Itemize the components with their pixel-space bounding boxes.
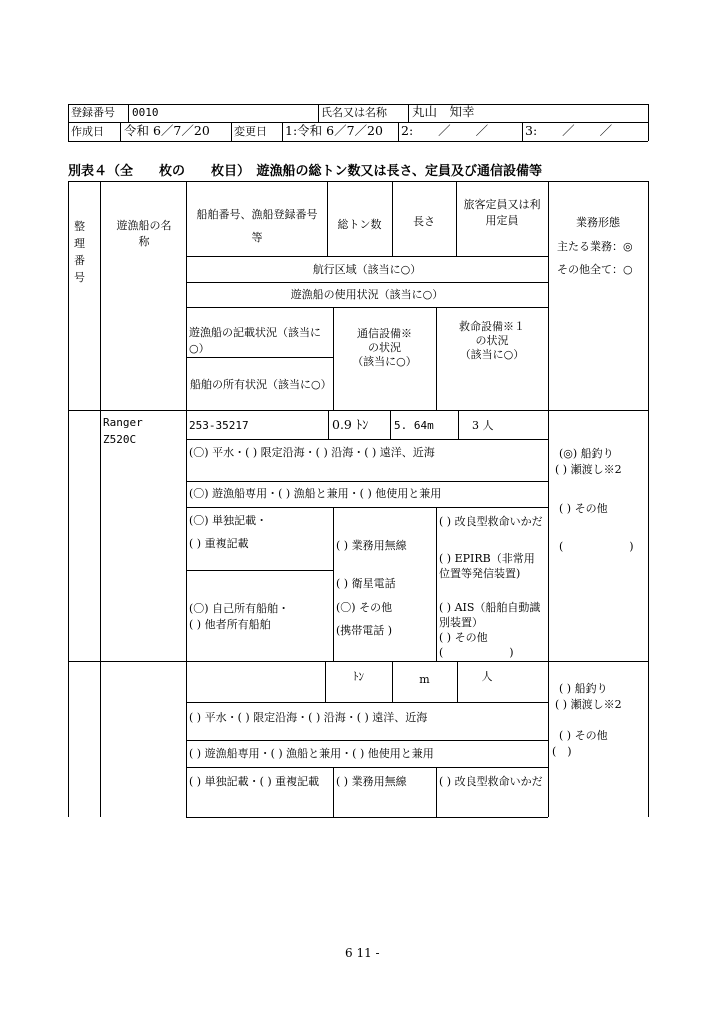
name-value: 丸山 知幸 [412, 104, 475, 119]
row2-biz-3: ( ) その他 [559, 729, 608, 742]
row1-comm-3: (〇) その他 [336, 601, 393, 614]
seiri-char-4: 号 [74, 271, 85, 284]
change-2: 2: ／ ／ [401, 123, 489, 138]
seiri-char-2: 理 [74, 237, 85, 250]
row1-record-1: (〇) 単独記載・ [189, 514, 268, 527]
row2-comm-1: ( ) 業務用無線 [336, 775, 407, 788]
row1-biz-4: ( ) [559, 540, 634, 553]
row1-rescue-4: ( ) その他 [439, 631, 488, 644]
row1-record-2: ( ) 重複記載 [189, 537, 249, 550]
rescue-header-line-3: （該当に○） [459, 348, 525, 361]
row2-biz-1: ( ) 船釣り [559, 682, 608, 695]
row2-area: ( ) 平水・( ) 限定沿海・( ) 沿海・( ) 遠洋、近海 [189, 711, 428, 724]
row1-vessel-name [103, 414, 143, 448]
row1-rescue-1: ( ) 改良型救命いかだ [439, 515, 543, 528]
length-header: 長さ [413, 215, 435, 228]
business-other-legend: その他全て：○ [557, 263, 633, 276]
row1-length: 5. 64m [394, 419, 434, 432]
row1-tonnage: 0.9 ﾄﾝ [332, 417, 369, 432]
changed-label: 変更日 [234, 125, 267, 138]
row1-own-2: ( ) 他者所有船舶 [189, 618, 271, 631]
row1-area: (〇) 平水・( ) 限定沿海・( ) 沿海・( ) 遠洋、近海 [189, 446, 435, 459]
page-title: 別表４（全 枚の 枚目） 遊漁船の総トン数又は長さ、定員及び通信設備等 [68, 164, 542, 179]
change-3: 3: ／ ／ [525, 123, 613, 138]
reg-no-value: 0010 [132, 106, 159, 119]
tonnage-header: 総トン数 [337, 218, 382, 231]
row2-record: ( ) 単独記載・( ) 重複記載 [189, 775, 320, 788]
comm-header-line-3: （該当に○） [352, 355, 417, 368]
record-header: 遊漁船の記載状況（該当に○） [189, 326, 321, 355]
comm-header [333, 327, 436, 369]
row1-comm-2: ( ) 衛星電話 [336, 577, 396, 590]
row1-rescue-5: ( ) [439, 646, 514, 659]
row2-tonnage: ﾄﾝ [353, 670, 364, 683]
row1-usage: (〇) 遊漁船専用・( ) 漁船と兼用・( ) 他使用と兼用 [189, 487, 442, 500]
row1-rescue-2: ( ) EPIRB（非常用位置等発信装置) [439, 552, 535, 580]
created-value: 令和 6／7／20 [124, 123, 210, 138]
change-1: 1:令和 6／7／20 [285, 123, 383, 138]
rescue-header [436, 320, 548, 362]
ownership-header: 船舶の所有状況（該当に○） [190, 378, 332, 391]
row2-biz-4: ( ) [552, 745, 572, 758]
row2-length: m [419, 673, 430, 686]
reg-no-header: 船舶番号、漁船登録番号等 [196, 208, 318, 244]
row1-comm-4: (携帯電話 ) [336, 624, 393, 637]
rescue-header-line-2: の状況 [475, 334, 509, 347]
name-label: 氏名又は名称 [321, 106, 387, 119]
row1-vessel-name-line-2: Z520C [103, 433, 137, 446]
area-header: 航行区域（該当に○） [312, 263, 422, 276]
comm-header-line-2: の状況 [368, 341, 401, 354]
seiri-header [74, 218, 85, 286]
seiri-char-3: 番 [74, 254, 85, 267]
row2-usage: ( ) 遊漁船専用・( ) 漁船と兼用・( ) 他使用と兼用 [189, 747, 434, 760]
row2-rescue-1: ( ) 改良型救命いかだ [439, 775, 543, 788]
reg-no-label: 登録番号 [71, 106, 115, 119]
created-label: 作成日 [71, 125, 104, 138]
row1-biz-2: ( ) 瀬渡し※2 [555, 463, 622, 476]
rescue-header-line-1: 救命設備※１ [459, 320, 525, 333]
business-header: 業務形態 [576, 216, 620, 229]
row1-capacity: 3 人 [472, 419, 494, 432]
row1-vessel-name-line-1: Ranger [103, 416, 143, 429]
page-number: 6 11 - [345, 946, 380, 960]
seiri-char-1: 整 [74, 220, 85, 233]
row1-biz-1: (◎) 船釣り [559, 447, 614, 460]
vessel-name-header: 遊漁船の名称 [116, 219, 172, 248]
row1-reg-no: 253-35217 [189, 419, 249, 432]
row1-comm-1: ( ) 業務用無線 [336, 539, 407, 552]
row1-biz-3: ( ) その他 [559, 502, 608, 515]
row2-capacity: 人 [481, 670, 493, 683]
row2-biz-2: ( ) 瀬渡し※2 [555, 698, 622, 711]
capacity-header: 旅客定員又は利用定員 [463, 198, 541, 227]
business-main-legend: 主たる業務：◎ [557, 240, 633, 253]
row1-own-1: (〇) 自己所有船舶・ [189, 602, 290, 615]
usage-header: 遊漁船の使用状況（該当に○） [290, 288, 444, 301]
row1-rescue-3: ( ) AIS（船舶自動識別装置） [439, 601, 541, 629]
comm-header-line-1: 通信設備※ [357, 327, 412, 340]
